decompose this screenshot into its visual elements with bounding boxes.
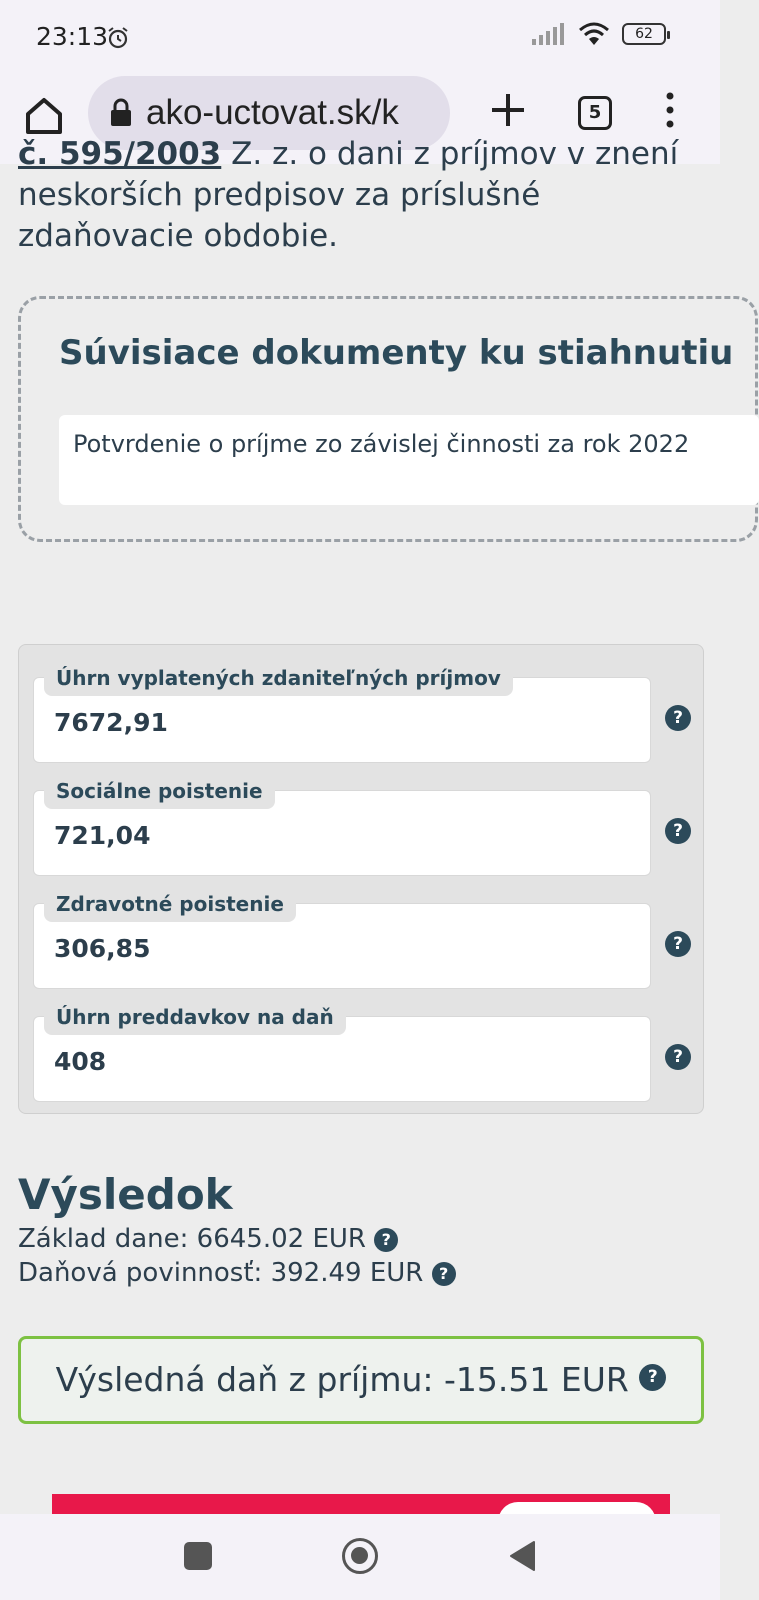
related-documents-box xyxy=(18,296,758,542)
field-label: Úhrn preddavkov na daň xyxy=(44,1003,346,1035)
field-value[interactable]: 721,04 xyxy=(54,821,151,850)
wifi-icon xyxy=(578,22,610,46)
lock-icon xyxy=(110,99,132,127)
social-insurance-field[interactable] xyxy=(33,779,651,876)
final-tax-result xyxy=(18,1336,704,1424)
home-nav-icon[interactable] xyxy=(342,1538,378,1574)
home-icon[interactable] xyxy=(20,92,68,140)
field-label: Zdravotné poistenie xyxy=(44,890,296,922)
recents-icon[interactable] xyxy=(184,1542,212,1570)
law-link[interactable]: č. 595/2003 xyxy=(18,136,222,172)
intro-rest: neskorších predpisov za príslušné zdaňovacie obdobie. xyxy=(18,177,541,254)
help-icon[interactable]: ? xyxy=(665,1044,691,1070)
field-label: Sociálne poistenie xyxy=(44,777,275,809)
field-label: Úhrn vyplatených zdaniteľných príjmov xyxy=(44,664,513,696)
result-heading: Výsledok xyxy=(18,1170,233,1219)
tax-base-text: Základ dane: 6645.02 EUR xyxy=(18,1224,366,1254)
tax-advances-field[interactable] xyxy=(33,1005,651,1102)
intro-line1: Z. z. o dani z príjmov v znení xyxy=(221,136,679,172)
help-icon[interactable]: ? xyxy=(665,705,691,731)
field-value[interactable]: 408 xyxy=(54,1047,107,1076)
battery-icon: 62 xyxy=(622,23,666,45)
intro-text xyxy=(18,134,708,257)
tax-calculator-form xyxy=(18,644,704,1114)
more-menu-icon[interactable] xyxy=(660,90,680,130)
help-icon[interactable]: ? xyxy=(665,931,691,957)
tax-liability-line xyxy=(18,1258,456,1288)
help-icon[interactable]: ? xyxy=(432,1262,456,1286)
new-tab-icon[interactable] xyxy=(488,90,528,130)
page-content xyxy=(0,136,734,1514)
back-icon[interactable] xyxy=(508,1540,536,1572)
tax-base-line xyxy=(18,1224,398,1254)
clock: 23:13 xyxy=(36,22,109,51)
document-link[interactable]: Potvrdenie o príjme zo závislej činnosti za rok 2022 xyxy=(59,415,759,505)
tab-switcher-button[interactable]: 5 xyxy=(578,96,612,130)
help-icon[interactable]: ? xyxy=(665,818,691,844)
field-value[interactable]: 306,85 xyxy=(54,934,151,963)
signal-icon xyxy=(532,23,566,45)
help-icon[interactable]: ? xyxy=(374,1228,398,1252)
taxable-income-field[interactable] xyxy=(33,666,651,763)
related-documents-title: Súvisiace dokumenty ku stiahnutiu xyxy=(59,333,734,373)
tax-liability-text: Daňová povinnosť: 392.49 EUR xyxy=(18,1258,424,1288)
alarm-icon xyxy=(106,26,130,50)
url-text: ako-uctovat.sk/k xyxy=(146,93,399,132)
field-value[interactable]: 7672,91 xyxy=(54,708,168,737)
status-bar xyxy=(0,0,720,76)
system-nav-bar xyxy=(0,1514,720,1600)
help-icon[interactable]: ? xyxy=(639,1364,666,1391)
health-insurance-field[interactable] xyxy=(33,892,651,989)
final-tax-text: Výsledná daň z príjmu: -15.51 EUR xyxy=(55,1360,629,1399)
